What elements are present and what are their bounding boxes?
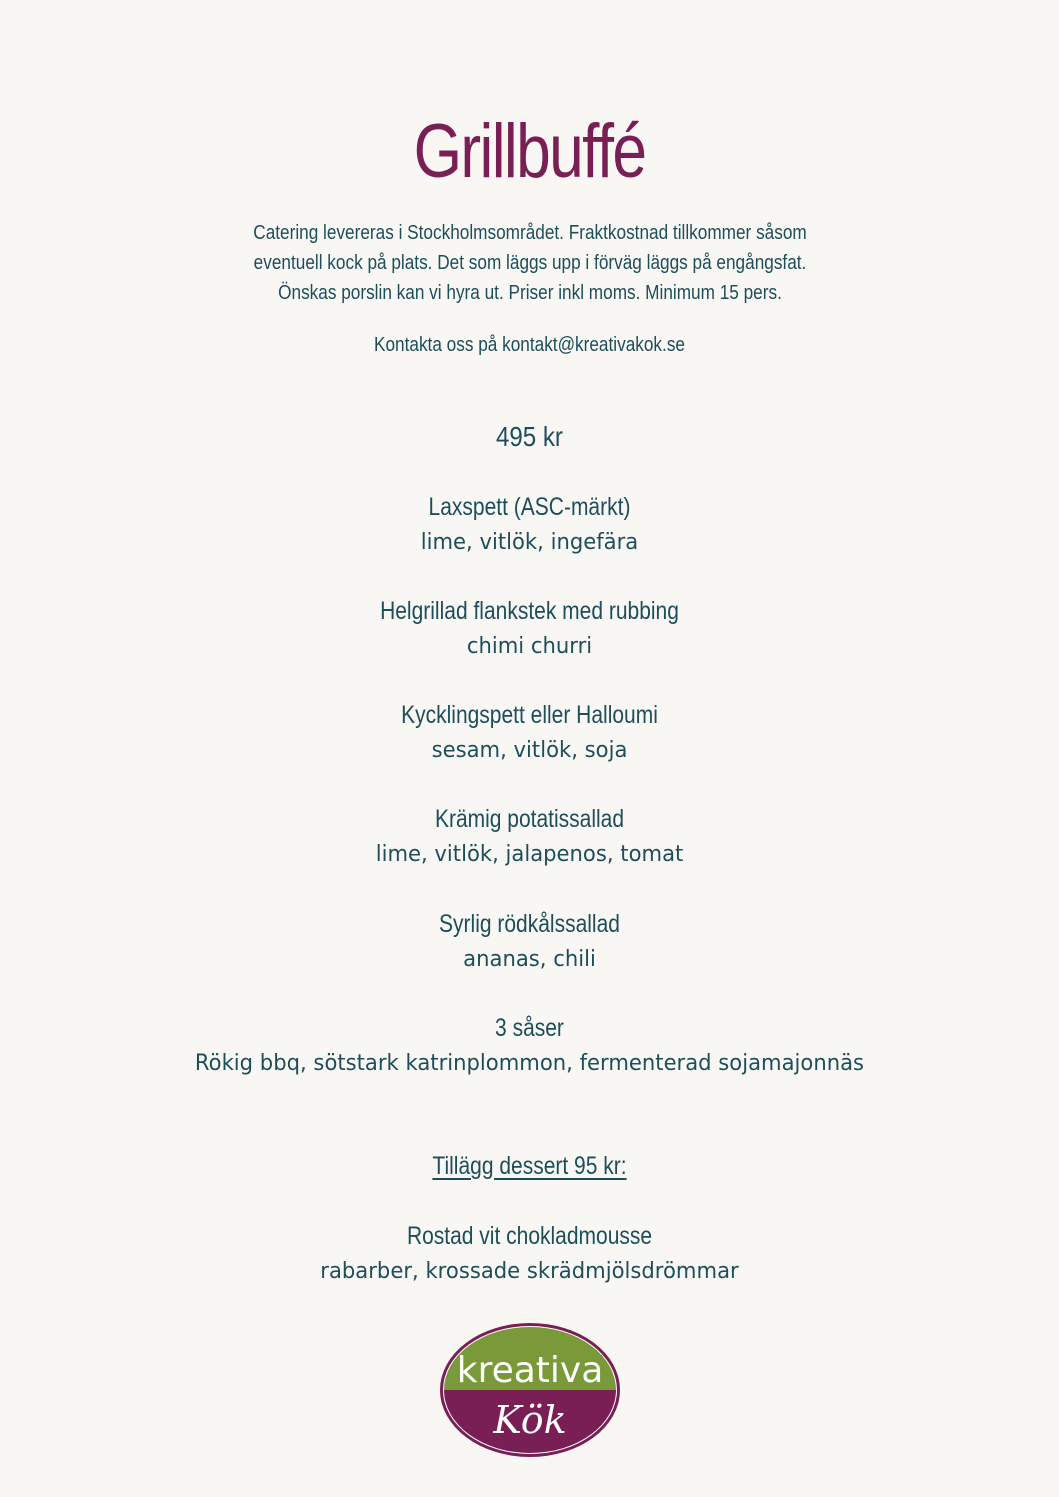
- menu-price: 495 kr: [496, 421, 563, 452]
- menu-title: Grillbuffé: [413, 109, 646, 194]
- addon-dish-name: Rostad vit chokladmousse: [406, 1222, 653, 1250]
- dish-name: Laxspett (ASC-märkt): [428, 493, 631, 521]
- intro-text: Catering levereras i Stockholmsområdet. Fraktkostnad tillkommer såsom eventuell kock på plats. Det som läggs upp i förväg läggs på engångsfat. Önskas porslin kan vi hyra ut. Priser inkl moms. Minimum 15 pers.: [253, 222, 807, 304]
- dish-description: lime, vitlök, jalapenos, tomat: [375, 842, 684, 867]
- dish-description: sesam, vitlök, soja: [431, 738, 628, 763]
- dish-name: Kycklingspett eller Halloumi: [401, 701, 658, 729]
- addon-heading: Tillägg dessert 95 kr:: [432, 1152, 627, 1180]
- addon-dish-description: rabarber, krossade skrädmjölsdrömmar: [320, 1259, 739, 1284]
- dish-name: Syrlig rödkålssallad: [439, 910, 620, 938]
- contact-text: Kontakta oss på kontakt@kreativakok.se: [374, 334, 685, 356]
- dish-description: Rökig bbq, sötstark katrinplommon, fermenterad sojamajonnäs: [194, 1051, 865, 1076]
- dish-description: chimi churri: [466, 634, 593, 659]
- dish-description: ananas, chili: [463, 947, 596, 972]
- dish-name: 3 såser: [495, 1014, 564, 1042]
- dish-description: lime, vitlök, ingefära: [420, 530, 639, 555]
- logo-line2: Kök: [493, 1398, 567, 1442]
- dish-name: Krämig potatissallad: [434, 805, 625, 833]
- kreativa-kok-logo: [438, 1321, 622, 1459]
- logo-line1: kreativa: [456, 1350, 604, 1391]
- dish-name: Helgrillad flankstek med rubbing: [380, 597, 679, 625]
